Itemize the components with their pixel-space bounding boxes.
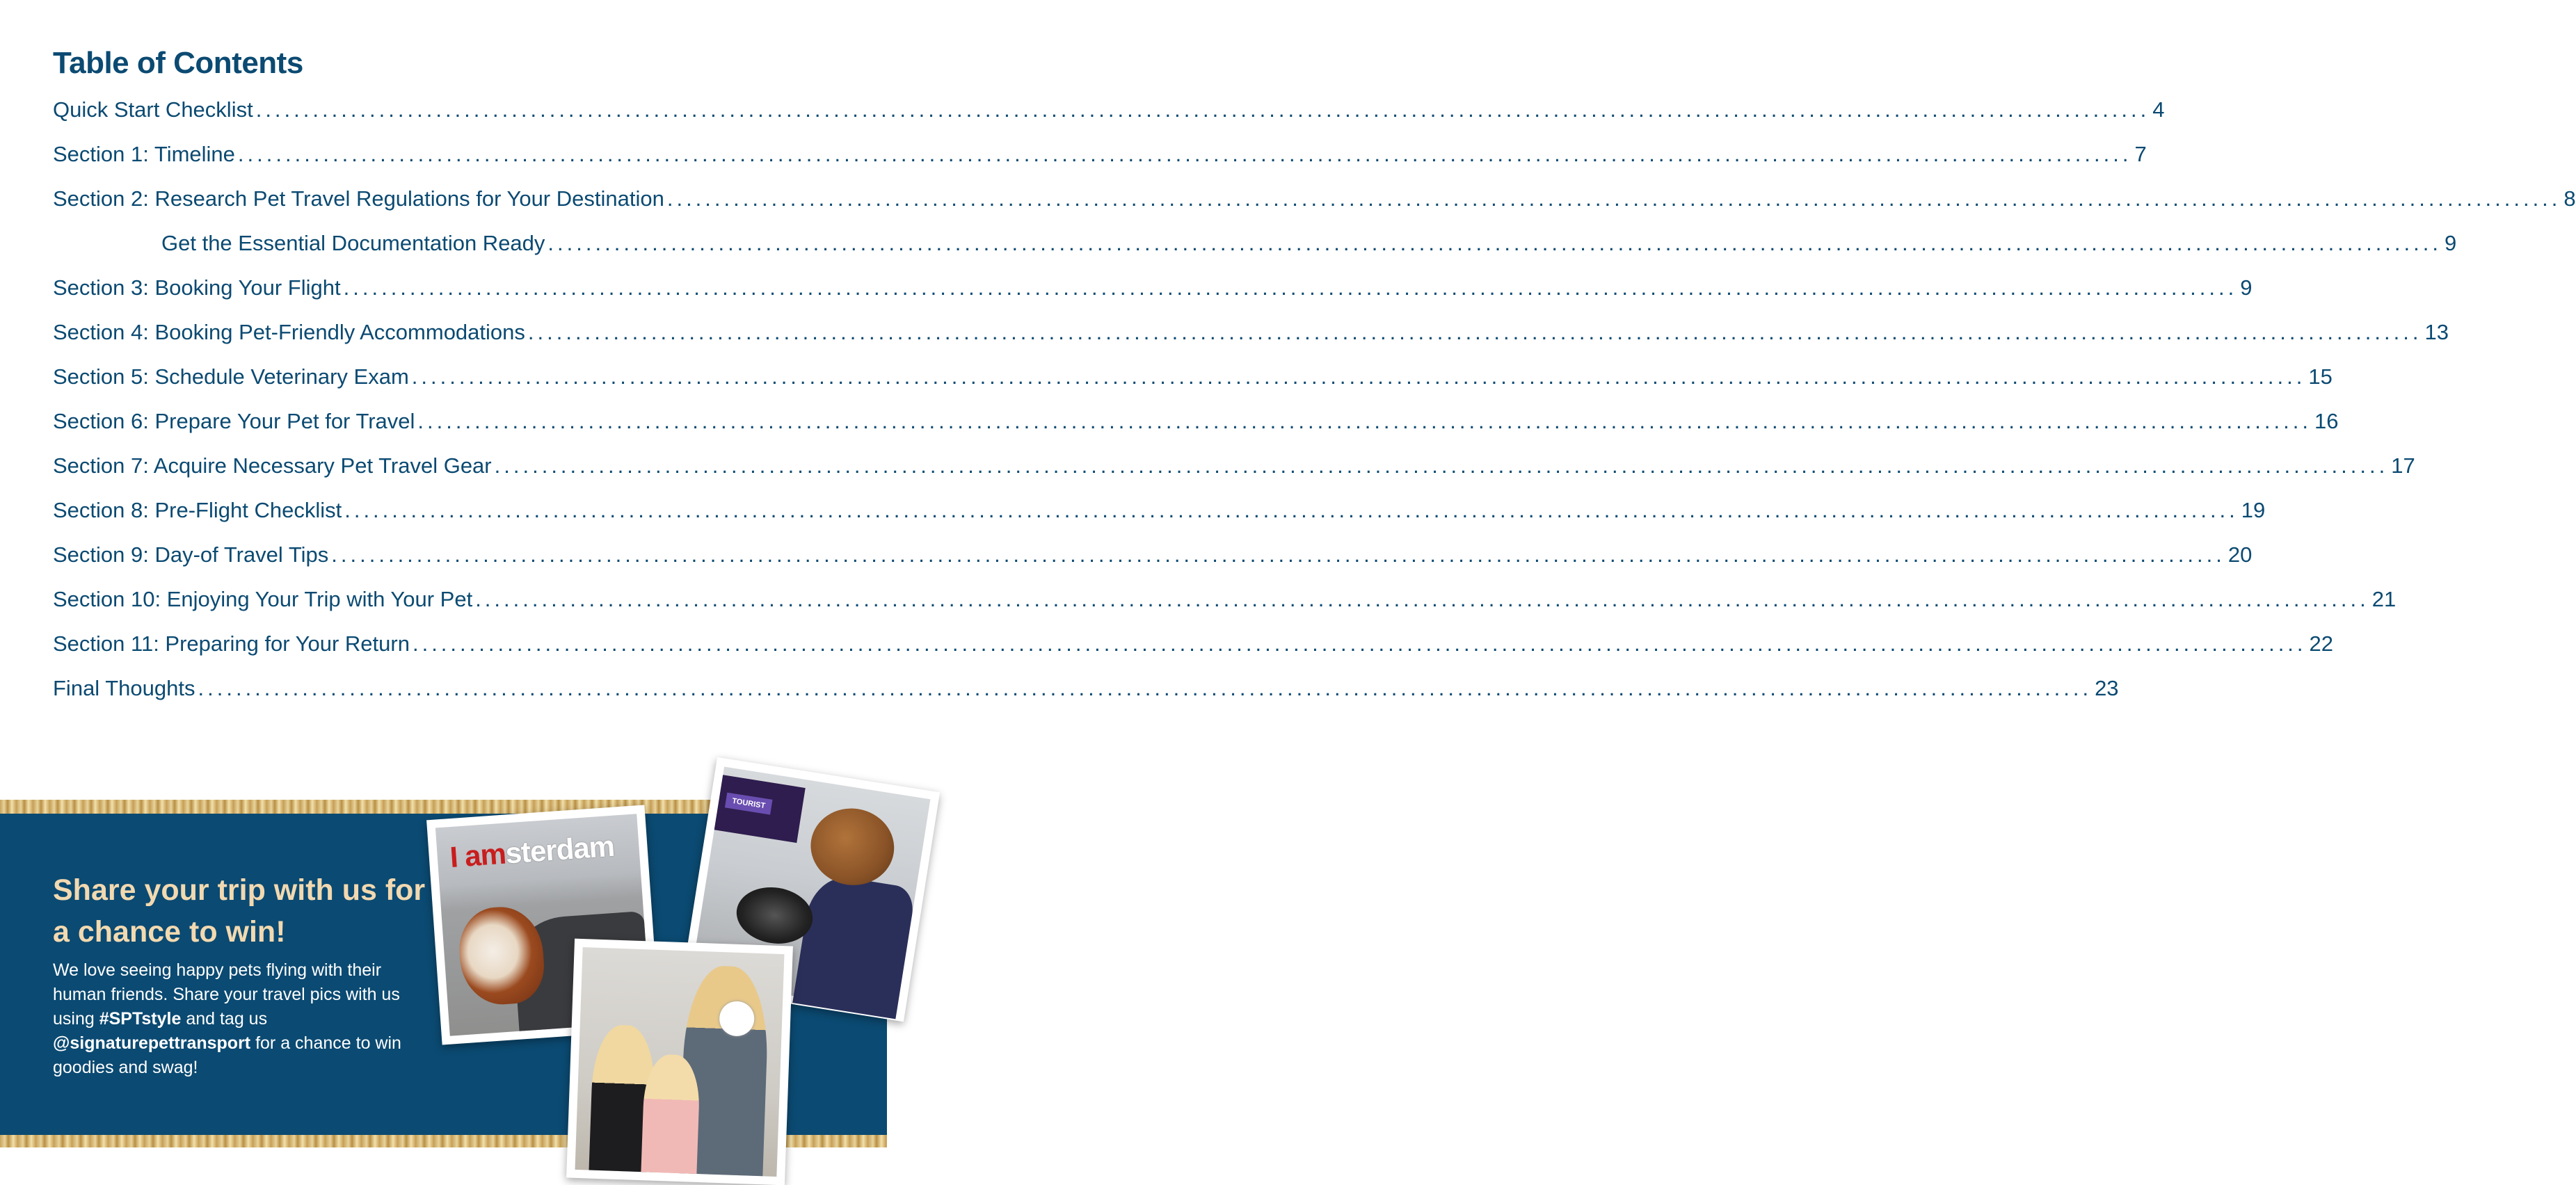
toc-entry-page: 23 <box>2095 676 2119 700</box>
toc-entry-label: Section 1: Timeline <box>53 142 235 166</box>
toc-entry-label: Section 9: Day-of Travel Tips <box>53 542 329 567</box>
toc-entry[interactable] <box>53 364 2333 409</box>
toc-entry-page: 16 <box>2314 409 2339 433</box>
amsterdam-sign <box>449 830 615 874</box>
amsterdam-sign-red: I am <box>449 837 507 874</box>
toc-entry[interactable] <box>53 231 2457 275</box>
toc-entry[interactable] <box>53 409 2339 453</box>
toc-entry-label: Get the Essential Documentation Ready <box>161 231 545 255</box>
toc-entry-page: 9 <box>2240 275 2253 300</box>
toc-entry-page: 4 <box>2152 97 2165 122</box>
toc-entry[interactable] <box>53 498 2266 542</box>
toc-leader-dots: ........................................................................................................................................................................................................ <box>547 231 2442 255</box>
toc-entry[interactable] <box>53 97 2165 142</box>
toc-entry-label: Section 10: Enjoying Your Trip with Your Pet <box>53 587 473 611</box>
toc-entry-label: Section 8: Pre-Flight Checklist <box>53 498 342 522</box>
toc-entry[interactable] <box>53 542 2253 587</box>
toc-entry-page: 19 <box>2241 498 2266 522</box>
toc-entry[interactable] <box>53 142 2147 186</box>
toc-leader-dots: ........................................................................................................................................................................................................ <box>198 676 2093 700</box>
toc-entry-page: 21 <box>2371 587 2397 611</box>
social-handle: @signaturepettransport <box>53 1033 251 1053</box>
photo-girl-shape-2 <box>641 1054 701 1174</box>
toc-entry-label: Section 11: Preparing for Your Return <box>53 631 410 656</box>
promo-heading: Share your trip with us for a chance to win! <box>53 873 426 949</box>
toc-entry-label: Section 5: Schedule Veterinary Exam <box>53 364 409 389</box>
toc-leader-dots: ........................................................................................................................................................................................................ <box>255 97 2150 122</box>
photo-family-with-puppy <box>566 939 793 1185</box>
toc-leader-dots: ........................................................................................................................................................................................................ <box>417 409 2312 433</box>
toc-entry-label: Section 4: Booking Pet-Friendly Accommodations <box>53 320 525 344</box>
toc-entry[interactable] <box>53 631 2334 676</box>
toc-entry-page: 17 <box>2391 453 2415 478</box>
promo-body-text-3: for a chance to win goodies and swag! <box>53 1033 401 1077</box>
toc-leader-dots: ........................................................................................................................................................................................................ <box>344 498 2239 522</box>
toc-leader-dots: ........................................................................................................................................................................................................ <box>343 275 2238 300</box>
promo-body-text-2: and tag us <box>181 1009 268 1029</box>
toc-entry-label: Section 6: Prepare Your Pet for Travel <box>53 409 415 433</box>
toc-list <box>53 97 2576 720</box>
photo-dog-shape <box>456 904 546 1007</box>
booth-sign: TOURIST <box>725 793 773 815</box>
toc-entry-page: 7 <box>2134 142 2147 166</box>
toc-leader-dots: ........................................................................................................................................................................................................ <box>494 453 2389 478</box>
toc-entry-label: Quick Start Checklist <box>53 97 253 122</box>
toc-title: Table of Contents <box>53 46 303 80</box>
promo-body-text-1: We love seeing happy pets flying with their human friends. Share your travel pics with us using <box>53 960 400 1029</box>
toc-entry-page: 20 <box>2227 542 2253 567</box>
toc-entry[interactable] <box>53 453 2415 498</box>
toc-leader-dots: ........................................................................................................................................................................................................ <box>527 320 2422 344</box>
amsterdam-sign-white: sterdam <box>504 829 616 870</box>
hashtag: #SPTstyle <box>99 1009 182 1029</box>
toc-entry-page: 15 <box>2308 364 2333 389</box>
toc-entry-label: Section 2: Research Pet Travel Regulations for Your Destination <box>53 186 664 211</box>
toc-entry-page: 8 <box>2563 186 2576 211</box>
toc-entry-page: 22 <box>2309 631 2334 656</box>
toc-entry-page: 13 <box>2424 320 2449 344</box>
toc-entry-label: Section 7: Acquire Necessary Pet Travel Gear <box>53 453 492 478</box>
photo-woman-body <box>792 872 916 1019</box>
toc-entry-label: Final Thoughts <box>53 676 195 700</box>
toc-entry-label: Section 3: Booking Your Flight <box>53 275 341 300</box>
toc-entry-page: 9 <box>2444 231 2457 255</box>
toc-entry[interactable] <box>53 275 2253 320</box>
toc-leader-dots: ........................................................................................................................................................................................................ <box>666 186 2561 211</box>
toc-leader-dots: ........................................................................................................................................................................................................ <box>331 542 2225 567</box>
promo-body <box>53 958 415 1080</box>
toc-entry[interactable] <box>53 676 2119 720</box>
toc-entry[interactable] <box>53 320 2449 364</box>
toc-leader-dots: ........................................................................................................................................................................................................ <box>237 142 2132 166</box>
photo-booth-shape <box>714 775 806 843</box>
toc-leader-dots: ........................................................................................................................................................................................................ <box>475 587 2369 611</box>
toc-entry[interactable] <box>53 587 2397 631</box>
toc-leader-dots: ........................................................................................................................................................................................................ <box>411 364 2306 389</box>
toc-entry[interactable] <box>53 186 2576 231</box>
photo-woman-hair <box>805 803 899 891</box>
toc-leader-dots: ........................................................................................................................................................................................................ <box>412 631 2307 656</box>
